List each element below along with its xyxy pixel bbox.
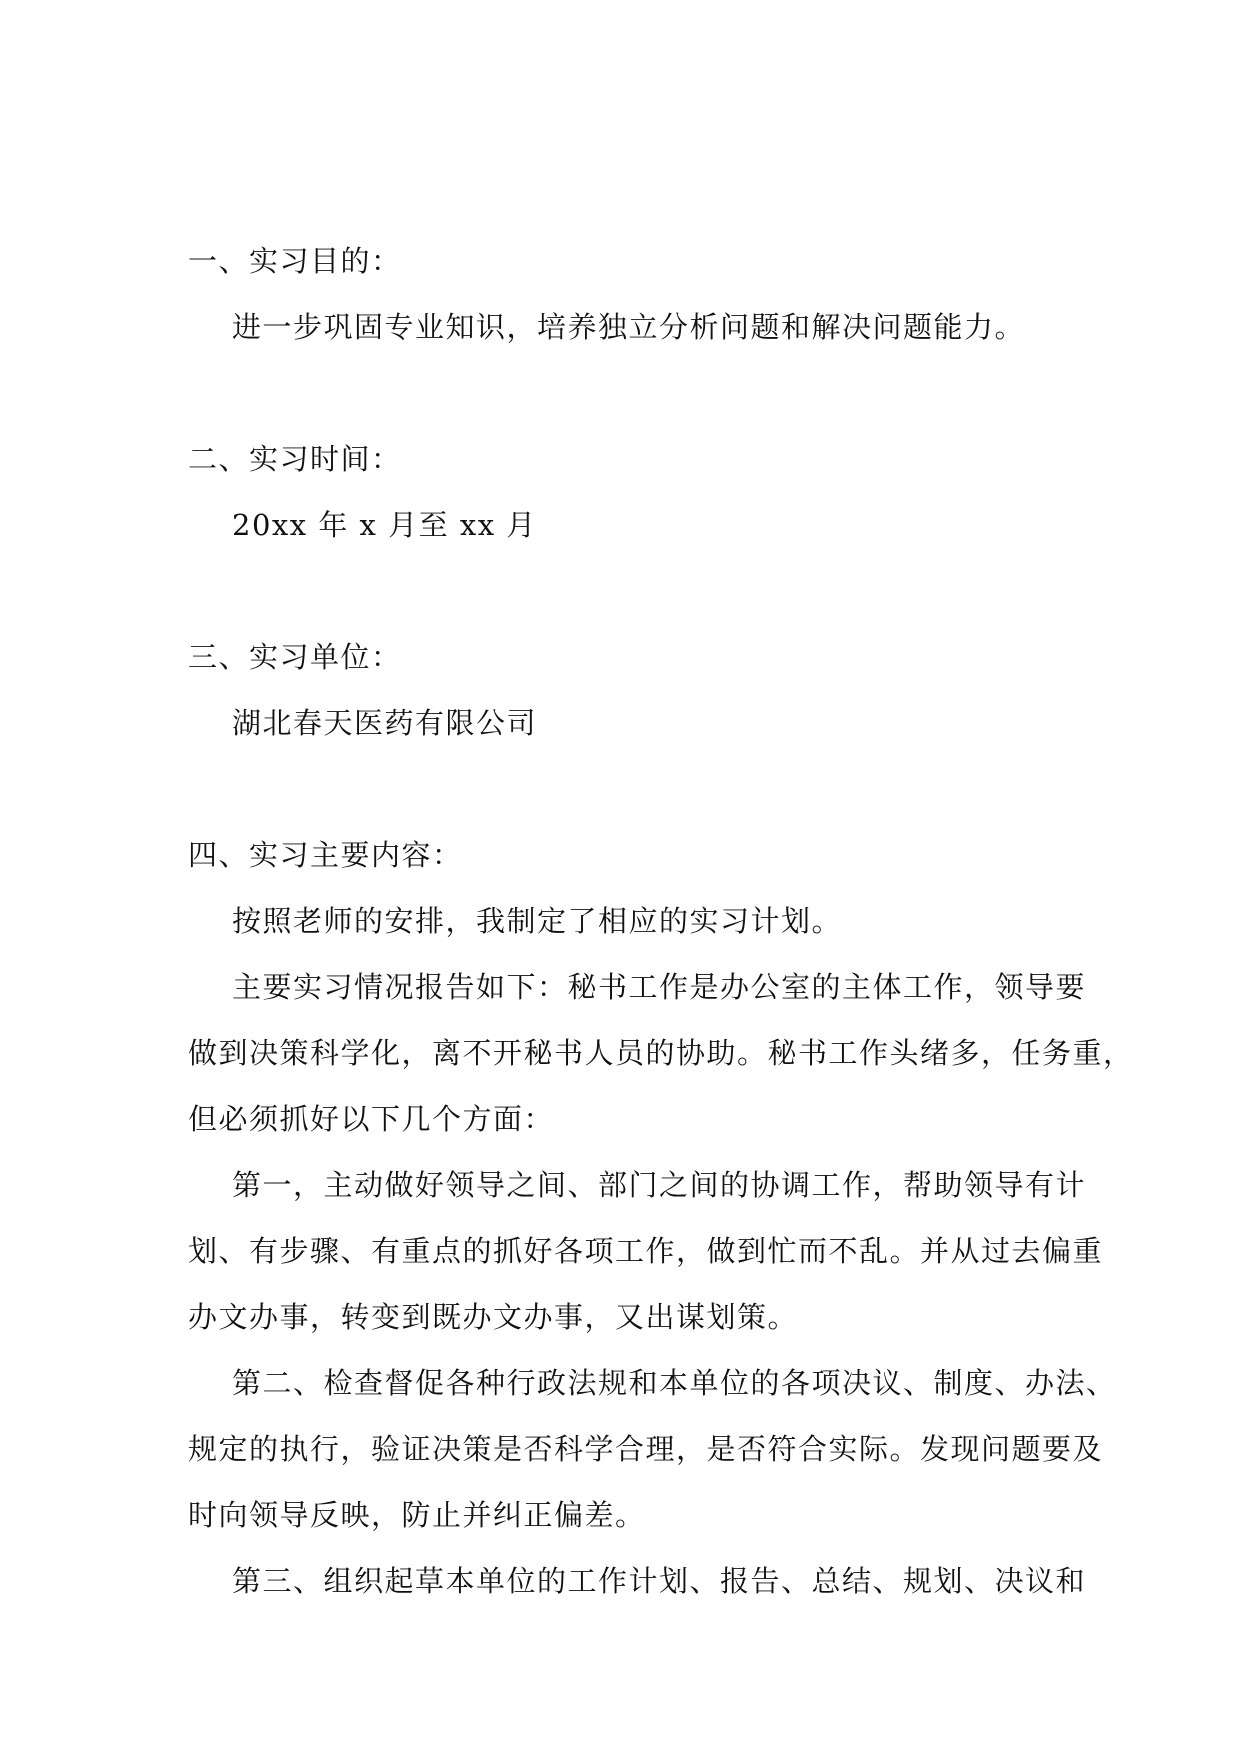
section-body-time: 20xx 年 x 月至 xx 月 [232, 508, 537, 542]
section-heading-content: 四、实习主要内容： [188, 838, 463, 872]
paragraph-line: 第一，主动做好领导之间、部门之间的协调工作，帮助领导有计 [232, 1168, 1087, 1202]
spacer [188, 558, 1068, 624]
section-heading-purpose: 一、实习目的： [188, 244, 402, 278]
paragraph-line: 但必须抓好以下几个方面： [188, 1102, 555, 1136]
section-body-purpose: 进一步巩固专业知识，培养独立分析问题和解决问题能力。 [232, 310, 1026, 344]
spacer [188, 360, 1068, 426]
paragraph-line: 办文办事，转变到既办文办事，又出谋划策。 [188, 1300, 799, 1334]
document-body [188, 228, 1134, 1614]
paragraph-first-point [188, 1152, 1104, 1350]
spacer [188, 756, 1068, 822]
section-heading-unit: 三、实习单位： [188, 640, 402, 674]
paragraph-line: 划、有步骤、有重点的抓好各项工作，做到忙而不乱。并从过去偏重 [188, 1234, 1104, 1268]
section-body-unit: 湖北春天医药有限公司 [232, 706, 538, 740]
section-heading-time: 二、实习时间： [188, 442, 402, 476]
paragraph-line: 第三、组织起草本单位的工作计划、报告、总结、规划、决议和 [232, 1564, 1087, 1598]
paragraph-line: 规定的执行，验证决策是否科学合理，是否符合实际。发现问题要及 [188, 1432, 1104, 1466]
paragraph-plan: 按照老师的安排，我制定了相应的实习计划。 [232, 904, 843, 938]
paragraph-second-point [188, 1350, 1117, 1548]
paragraph-line: 做到决策科学化，离不开秘书人员的协助。秘书工作头绪多，任务重， [188, 1036, 1134, 1070]
paragraph-line: 主要实习情况报告如下：秘书工作是办公室的主体工作，领导要 [232, 970, 1087, 1004]
paragraph-line: 时向领导反映，防止并纠正偏差。 [188, 1498, 646, 1532]
paragraph-line: 第二、检查督促各种行政法规和本单位的各项决议、制度、办法、 [232, 1366, 1117, 1400]
paragraph-third-point [188, 1548, 1087, 1614]
paragraph-report [188, 954, 1134, 1152]
